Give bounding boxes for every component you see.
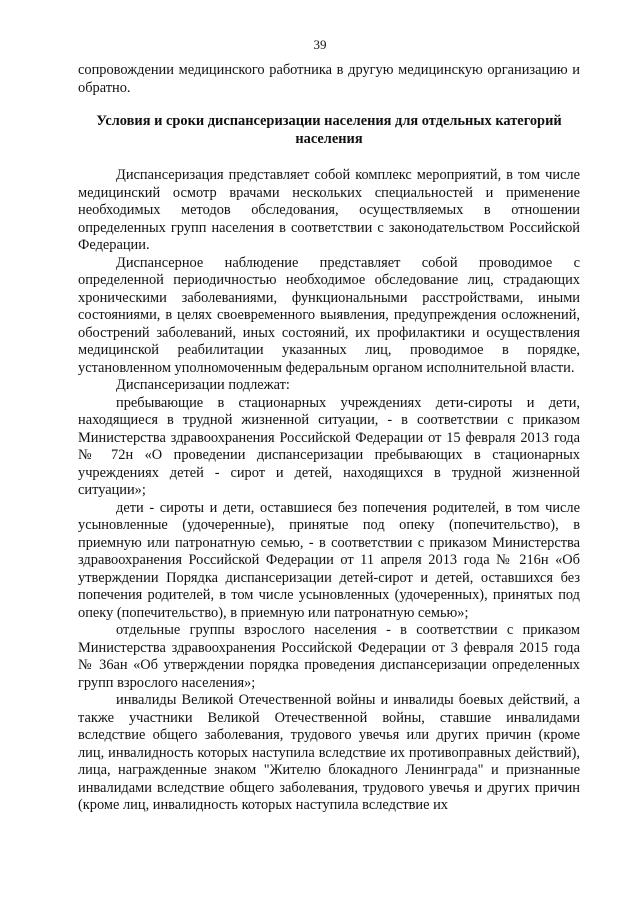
page-body [78,62,580,815]
list-item-orphans-inpatient: пребывающие в стационарных учреждениях дети-сироты и дети, находящиеся в трудной жизненной ситуации, - в соответствии с приказом Министерства здравоохранения Российской Федерации от 15 февраля 2013 года № 72н «О проведении диспансеризации пребывающих в стационарных учреждениях детей - сирот и детей, находящихся в трудной жизненной ситуации»; [78,394,580,498]
page-number: 39 [313,37,327,52]
list-item-war-invalids: инвалиды Великой Отечественной войны и инвалиды боевых действий, а также участники Великой Отечественной войны, ставшие инвалидами вследствие общего заболевания, трудового увечья или других причин (кроме лиц, инвалидность которых наступила вследствие их противоправных действий), лица, награжденные знаком "Жителю блокадного Ленинграда" и признанные инвалидами вследствие общего заболевания, трудового увечья и других причин (кроме лиц, инвалидность которых наступила вследствие их [78,692,580,813]
paragraph-subject-to: Диспансеризации подлежат: [116,377,290,393]
paragraph-dispanserization-definition: Диспансеризация представляет собой комплекс мероприятий, в том числе медицинский осмотр врачами нескольких специальностей и применение необходимых методов обследования, осуществляемых в отношении определенных групп населения в соответствии с законодательством Российской Федерации. [78,167,580,253]
list-item-orphans-adopted: дети - сироты и дети, оставшиеся без попечения родителей, в том числе усыновленные (удочеренные), принятые под опеку (попечительство), в приемную или патронатную семью, - в соответствии с приказом Министерства здравоохранения Российской Федерации от 11 апреля 2013 года № 216н «Об утверждении Порядка диспансеризации детей-сирот и детей, оставшихся без попечения родителей, в том числе усыновленных (удочеренных), принятых под опеку (попечительство), в приемную или патронатную семью»; [78,499,580,621]
section-heading: Условия и сроки диспансеризации населения для отдельных категорий населения [96,113,562,147]
paragraph-continued: сопровождении медицинского работника в другую медицинскую организацию и обратно. [78,62,580,96]
list-item-adult-groups: отдельные группы взрослого населения - в соответствии с приказом Министерства здравоохранения Российской Федерации от 3 февраля 2015 года № 36ан «Об утверждении порядка проведения диспансеризации определенных групп взрослого населения»; [78,622,580,691]
paragraph-dispensary-observation: Диспансерное наблюдение представляет собой проводимое с определенной периодичностью необходимое обследование лиц, страдающих хроническими заболеваниями, функциональными расстройствами, иными состояниями, в целях своевременного выявления, предупреждения осложнений, обострений заболеваний, иных состояний, их профилактики и осуществления медицинской реабилитации указанных лиц, проводимое в порядке, установленном уполномоченным федеральным органом исполнительной власти. [78,254,580,376]
